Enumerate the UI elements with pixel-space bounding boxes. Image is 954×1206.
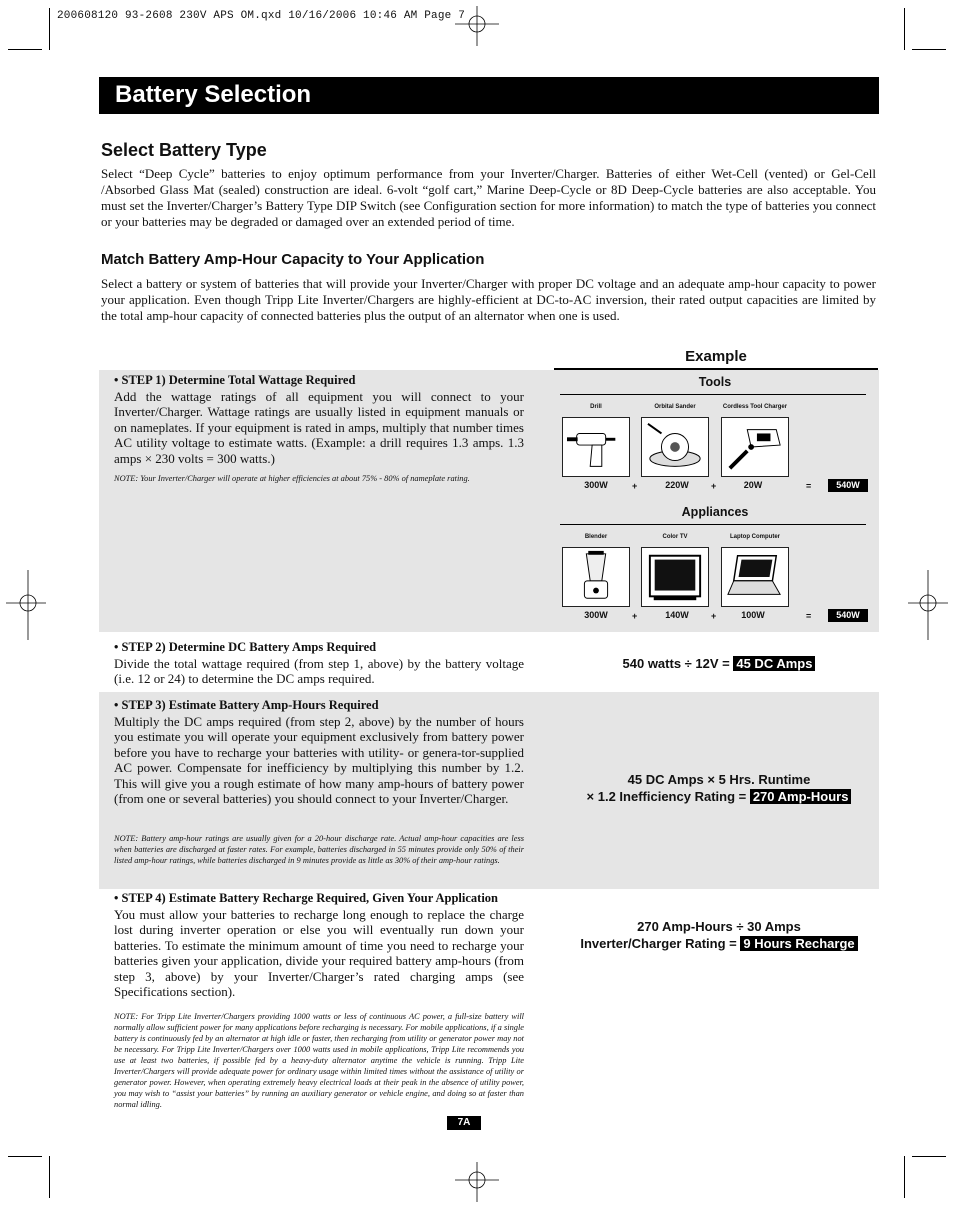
calc-recharge-line1: 270 Amp-Hours ÷ 30 Amps	[637, 919, 801, 934]
step1-title: • STEP 1) Determine Total Wattage Required	[114, 373, 356, 387]
registration-mark-icon	[455, 1162, 499, 1202]
step4-body: You must allow your batteries to recharge long enough to replace the charge lost during inverter operation or else you will eventually run down your batteries. To estimate the minimum amount of time you need to recharge your batteries given your application, divide your required battery amp-hours (from step 3, above) by your Inverter/Charger’s rated charging amps (see Specifications section).	[114, 907, 524, 1000]
sander-icon	[641, 417, 709, 477]
crop-mark	[912, 49, 946, 50]
appliance-watts-blender: 300W	[584, 610, 608, 620]
tool-label-sander: Orbital Sander	[654, 404, 696, 410]
appliances-rule	[560, 524, 866, 525]
step4-note: NOTE: For Tripp Lite Inverter/Chargers providing 1000 watts or less of continuous AC power, a full-size battery will normally allow sufficient power for many applications before recharging is necessary. For mobile applications, if a single battery is continuously fed by an alternator at high idle or faster, then recharging from utility or generator power may not be necessary. For Tripp Lite Inverter/Chargers over 1000 watts used in mobile applications, Tripp Lite recommends you use at least two batteries, if possible fed by a heavy-duty alternator anytime the vehicle is running. Tripp Lite Inverter/Chargers will provide adequate power for ordinary usage within limited times without the assistance of utility or generator power. However, when operating extremely heavy electrical loads at their peak in the absence of utility power, you may wish to “assist your batteries” by running an auxiliary generator or vehicle engine, and doing so at faster than normal idling.	[114, 1012, 524, 1109]
example-heading: Example	[685, 348, 747, 365]
step2-body: Divide the total wattage required (from step 1, above) by the battery voltage (i.e. 12 or 24) to determine the DC amps required.	[114, 656, 524, 687]
step3-body: Multiply the DC amps required (from step 2, above) by the number of hours you estimate you will operate your equipment exclusively from battery power before you have to recharge your batteries with utility- or genera-tor-supplied AC power. Compensate for inefficiency by multiplying this number by 1.2. This will give you a rough estimate of how many amp-hours of battery power (from one or several batteries) you should connect to your Inverter/Charger.	[114, 714, 524, 807]
step1-note: NOTE: Your Inverter/Charger will operate at higher efficiencies at about 75% - 80% of nameplate rating.	[114, 474, 470, 483]
equals-sign: =	[806, 611, 812, 621]
plus-sign: +	[711, 481, 717, 491]
crop-mark	[49, 8, 50, 50]
plus-sign: +	[632, 611, 638, 621]
laptop-icon	[721, 547, 789, 607]
step2-title: • STEP 2) Determine DC Battery Amps Required	[114, 640, 377, 654]
step1-body: Add the wattage ratings of all equipment you will connect to your Inverter/Charger. Wattage ratings are usually listed in equipment manuals or on nameplates. If your equipment is rated in amps, multiply that number times AC utility voltage to estimate watts. (Example: a drill requires 1.3 amps. 1.3 amps × 230 volts = 300 watts.)	[114, 389, 524, 466]
tv-icon	[641, 547, 709, 607]
calc-amp-hours-line1: 45 DC Amps × 5 Hrs. Runtime	[627, 772, 811, 787]
calc-recharge-result: 9 Hours Recharge	[740, 936, 857, 951]
tools-rule	[560, 394, 866, 395]
print-header: 200608120 93-2608 230V APS OM.qxd 10/16/2006 10:46 AM Page 7	[57, 10, 466, 22]
crop-mark	[8, 49, 42, 50]
appliances-total: 540W	[828, 609, 868, 622]
equals-sign: =	[806, 481, 812, 491]
step3-note: NOTE: Battery amp-hour ratings are usually given for a 20-hour discharge rate. Actual amp-hour capacities are less when batteries are discharged at faster rates. For example, batteries discharged in 55 minutes provide only 50% of their listed amp-hour ratings, while batteries discharged in 9 minutes provide as little as 30% of their amp-hour ratings.	[114, 834, 524, 865]
registration-mark-icon	[455, 6, 499, 46]
appliance-watts-laptop: 100W	[741, 610, 765, 620]
section-heading-battery-type: Select Battery Type	[101, 140, 267, 160]
crop-mark	[8, 1156, 42, 1157]
appliances-heading: Appliances	[681, 505, 749, 519]
tool-label-charger: Cordless Tool Charger	[722, 404, 788, 410]
appliance-label-blender: Blender	[584, 534, 608, 540]
tools-heading: Tools	[698, 375, 732, 389]
tool-watts-drill: 300W	[584, 480, 608, 490]
calc-amp-hours	[560, 771, 878, 805]
crop-mark	[904, 1156, 905, 1198]
blender-icon	[562, 547, 630, 607]
page-number: 7A	[447, 1116, 481, 1130]
calc-dc-amps-prefix: 540 watts ÷ 12V =	[622, 656, 734, 671]
section-text-battery-type: Select “Deep Cycle” batteries to enjoy optimum performance from your Inverter/Charger. Batteries of either Wet-Cell (vented) or Gel-Cell /Absorbed Glass Mat (sealed) construction are ideal. 6-volt “golf cart,” Marine Deep-Cycle or 8D Deep-Cycle batteries are also acceptable. You must set the Inverter/Charger’s Battery Type DIP Switch (see Configuration section for more information) to match the type of batteries you connect or your batteries may be degraded or damaged over an extended period of time.	[101, 166, 876, 229]
appliance-watts-tv: 140W	[665, 610, 689, 620]
registration-mark-icon	[6, 570, 46, 640]
plus-sign: +	[711, 611, 717, 621]
calc-amp-hours-result: 270 Amp-Hours	[750, 789, 852, 804]
tool-watts-sander: 220W	[665, 480, 689, 490]
tools-total: 540W	[828, 479, 868, 492]
calc-recharge-prefix: Inverter/Charger Rating =	[580, 936, 741, 951]
crop-mark	[912, 1156, 946, 1157]
crop-mark	[904, 8, 905, 50]
title-bar	[99, 77, 879, 114]
section-text-amp-hour: Select a battery or system of batteries that will provide your Inverter/Charger with proper DC voltage and an adequate amp-hour capacity to power your application. Even though Tripp Lite Inverter/Chargers are highly-efficient at DC-to-AC inversion, their rated output capacities are limited by the total amp-hour capacity of connected batteries plus the output of an alternator when one is used.	[101, 276, 876, 323]
calc-amp-hours-prefix: × 1.2 Inefficiency Rating =	[586, 789, 750, 804]
plus-sign: +	[632, 481, 638, 491]
calc-recharge	[560, 918, 878, 952]
charger-icon	[721, 417, 789, 477]
drill-icon	[562, 417, 630, 477]
appliance-label-laptop: Laptop Computer	[730, 534, 780, 540]
tool-watts-charger: 20W	[743, 480, 763, 490]
page-title: Battery Selection	[115, 81, 312, 108]
tool-label-drill: Drill	[590, 404, 602, 410]
section-heading-amp-hour: Match Battery Amp-Hour Capacity to Your Application	[101, 251, 485, 268]
crop-mark	[49, 1156, 50, 1198]
registration-mark-icon	[908, 570, 948, 640]
step4-title: • STEP 4) Estimate Battery Recharge Required, Given Your Application	[114, 891, 498, 905]
calc-dc-amps	[560, 655, 878, 672]
step3-title: • STEP 3) Estimate Battery Amp-Hours Required	[114, 698, 379, 712]
appliance-label-tv: Color TV	[662, 534, 688, 540]
calc-dc-amps-result: 45 DC Amps	[733, 656, 815, 671]
